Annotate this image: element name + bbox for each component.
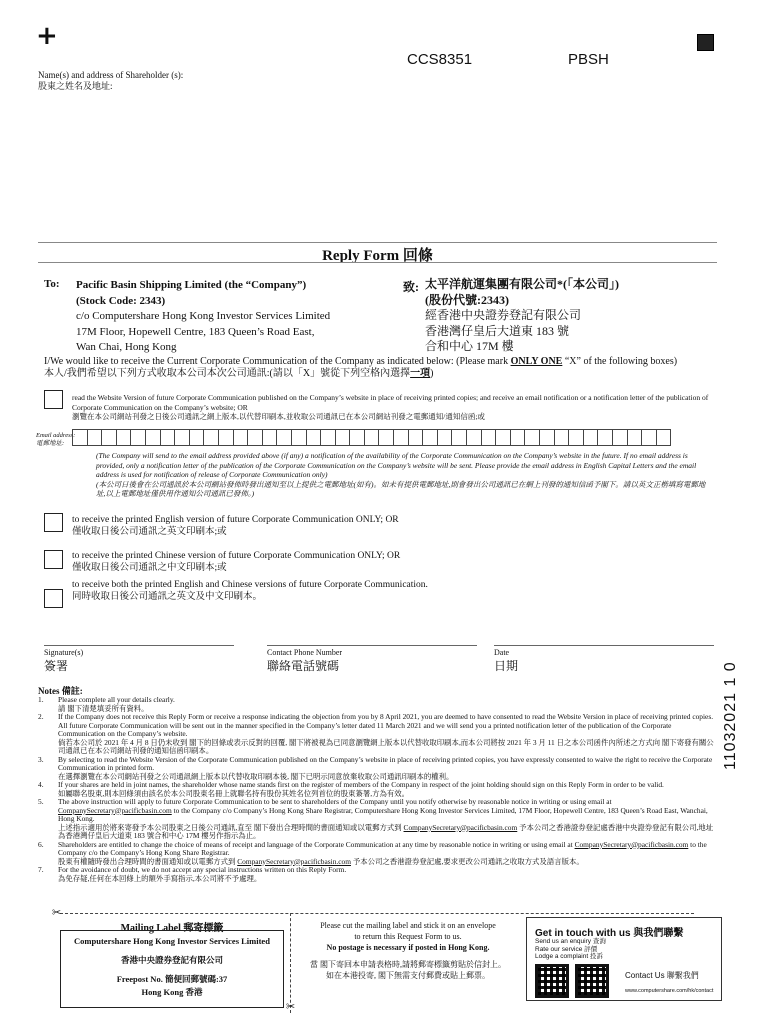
- note-number: 3.: [38, 754, 44, 764]
- note-text: 予本公司之香港證券登記處,要求更改公司通訊之收取方式及語言版本。: [350, 856, 584, 866]
- instruction-cn-text: 本人/我們希望以下列方式收取本公司本次公司通訊:(請以「X」號從下列空格內選擇: [44, 368, 411, 379]
- note-number: 5.: [38, 797, 44, 806]
- form-code: CCS8351: [407, 51, 473, 68]
- signature-label-cn: 簽署: [44, 659, 69, 673]
- email-link[interactable]: CompanySecretary@pacificbasin.com: [403, 822, 518, 832]
- note-cn: 在選擇瀏覽在本公司網站刊發之公司通訊網上版本以代替收取印刷本後, 閣下已明示同意放棄收取公司通訊印刷本的權利。: [58, 771, 454, 781]
- note-text: 上述指示適用於將來寄發予本公司股東之日後公司通訊,直至 閣下發出合理時間的書面通知或以電郵方式到: [58, 822, 404, 832]
- rate-service-link[interactable]: Rate our service 評價: [535, 945, 598, 953]
- email-char-box[interactable]: [481, 429, 497, 446]
- website-version-checkbox[interactable]: [44, 390, 63, 409]
- website-option: [72, 393, 712, 422]
- note-en: [58, 798, 718, 824]
- note-cn: 請 閣下清楚填妥所有資料。: [58, 703, 149, 713]
- contact-box: [526, 917, 722, 1001]
- chinese-option: [72, 550, 400, 574]
- title-rule-bottom: [38, 262, 717, 263]
- mailing-line-2: 香港中央證券登記有限公司: [120, 955, 223, 965]
- notes-list: [38, 696, 718, 883]
- scissors-icon: ✂: [52, 906, 62, 919]
- contact-links: [535, 938, 606, 961]
- shareholder-label: [38, 70, 183, 92]
- company-name: Pacific Basin Shipping Limited (the “Company”): [76, 279, 307, 291]
- stock-code-cn: (股份代號:2343): [425, 292, 509, 307]
- note-item: [38, 798, 718, 841]
- note-number: 7.: [38, 865, 44, 874]
- email-char-box[interactable]: [349, 429, 365, 446]
- email-char-box[interactable]: [539, 429, 555, 446]
- email-char-box[interactable]: [262, 429, 278, 446]
- address-line-1: 17M Floor, Hopewell Centre, 183 Queen’s Road East,: [76, 325, 315, 338]
- contact-title: Get in touch with us 與我們聯繫: [535, 928, 684, 939]
- address-line-2-cn: 合和中心 17M 樓: [425, 339, 514, 353]
- instruction-cn: [44, 368, 724, 380]
- instruction-en: [44, 356, 724, 368]
- registrar-name-cn: 經香港中央證券登記有限公司: [425, 308, 582, 322]
- note-item: [38, 841, 718, 867]
- email-char-box[interactable]: [364, 429, 380, 446]
- note-item: [38, 756, 718, 782]
- email-char-box[interactable]: [554, 429, 570, 446]
- cut-line-horizontal: [60, 913, 694, 914]
- email-char-box[interactable]: [247, 429, 263, 446]
- email-char-box[interactable]: [233, 429, 249, 446]
- note-number: 4.: [38, 780, 44, 789]
- mailing-label: [60, 930, 284, 1008]
- email-char-box[interactable]: [101, 429, 117, 446]
- instruction-cn-tail: ): [430, 368, 434, 379]
- email-char-box[interactable]: [320, 429, 336, 446]
- note-item: [38, 713, 718, 756]
- complaint-link[interactable]: Lodge a complaint 投訴: [535, 953, 603, 960]
- mailing-line-3: Freepost No. 簡便回郵號碼:37: [116, 974, 228, 984]
- shareholder-label-en: Name(s) and address of Shareholder (s):: [38, 70, 184, 80]
- email-char-box[interactable]: [408, 429, 424, 446]
- note-cn: 如屬聯名股東,則本回條須由該名於本公司股東名冊上就聯名持有股份其姓名位列首位的股東簽署,方為有效。: [58, 788, 410, 798]
- cutout-en-3: No postage is necessary if posted in Hong Kong.: [326, 943, 490, 952]
- website-option-en: read the Website Version of future Corporate Communication published on the Company’s website in place of receiving printed copies; and receive an email notification or a notification letter of the publication of Corporate Communication on the Company’s website; OR: [72, 393, 709, 412]
- note-en: Please complete all your details clearly.: [58, 695, 175, 704]
- both-option-en: to receive both the printed English and Chinese versions of future Corporate Communication.: [72, 580, 428, 590]
- notes-heading: Notes 備註:: [38, 686, 83, 696]
- page-title: Reply Form 回條: [322, 248, 433, 264]
- instruction-en-text: I/We would like to receive the Current Corporate Communication of the Company as indicated below: (Please mark: [44, 356, 511, 367]
- date-label: [494, 648, 518, 674]
- phone-label-en: Contact Phone Number: [267, 648, 343, 657]
- stock-code: (Stock Code: 2343): [76, 294, 166, 307]
- registration-mark: +: [36, 21, 58, 51]
- instruction: [44, 356, 724, 380]
- note-cn: 倘若本公司於 2021 年 4 月 8 日仍未收到 閣下的回條或表示反對的回覆, 閣下將被視為已同意瀏覽網上版本以代替收取印刷本,而本公司將按 2021 年 3 月 11 日之本公司函件內所述之方式向 閣下寄發有關公司通訊已在本公司網站刊發的通知信函印刷本。: [58, 737, 714, 755]
- email-char-box[interactable]: [130, 429, 146, 446]
- email-char-box[interactable]: [656, 429, 672, 446]
- email-char-box[interactable]: [116, 429, 132, 446]
- note-en: For the avoidance of doubt, we do not accept any special instructions written on this Reply Form.: [58, 865, 347, 874]
- email-char-box[interactable]: [641, 429, 657, 446]
- email-char-box[interactable]: [174, 429, 190, 446]
- note-text: 股東有權隨時發出合理時間的書面通知或以電郵方式到: [58, 856, 238, 866]
- email-char-box[interactable]: [335, 429, 351, 446]
- both-versions-checkbox[interactable]: [44, 589, 63, 608]
- cutout-cn-2: 如在本港投寄, 閣下無需支付郵費或貼上郵票。: [326, 971, 490, 980]
- mailing-label-title: Mailing Label 郵寄標籤: [120, 923, 224, 934]
- note-number: 6.: [38, 839, 44, 849]
- email-char-box[interactable]: [393, 429, 409, 446]
- company-code: PBSH: [568, 51, 609, 68]
- email-char-box[interactable]: [189, 429, 205, 446]
- address-line-1-cn: 香港灣仔皇后大道東 183 號: [425, 323, 570, 338]
- both-option-cn: 同時收取日後公司通訊之英文及中文印刷本。: [72, 592, 263, 602]
- note-text: to the Company c/o the Company’s Hong Kong Share Registrar.: [58, 839, 707, 857]
- contact-us-label: Contact Us 聯繫我們: [625, 971, 699, 980]
- email-char-box[interactable]: [203, 429, 219, 446]
- date-line[interactable]: [494, 645, 714, 646]
- cutout-instructions: [298, 920, 518, 981]
- registrar-name: c/o Computershare Hong Kong Investor Services Limited: [76, 310, 331, 322]
- registration-square-icon: [697, 34, 714, 51]
- note-cn: [58, 824, 718, 841]
- phone-label-cn: 聯絡電話號碼: [267, 659, 340, 673]
- cutout-en-2: to return this Request Form to us.: [354, 932, 462, 941]
- email-char-box[interactable]: [524, 429, 540, 446]
- email-char-box[interactable]: [72, 429, 88, 446]
- note-en: By selecting to read the Website Version of the Corporate Communication published on the Company’s website in place of receiving printed copies, you have expressly consented to waive the right to receive the Corporate Communication in printed form.: [58, 754, 713, 772]
- qr-code-icon[interactable]: [535, 964, 569, 998]
- signature-line[interactable]: [44, 645, 234, 646]
- email-char-box[interactable]: [451, 429, 467, 446]
- qr-code-icon[interactable]: [575, 964, 609, 998]
- email-char-box[interactable]: [160, 429, 176, 446]
- email-link[interactable]: CompanySecretary@pacificbasin.com: [574, 839, 689, 849]
- english-option-cn: 僅收取日後公司通訊之英文印刷本;或: [72, 527, 227, 537]
- note-item: [38, 866, 718, 883]
- note-number: 1.: [38, 695, 44, 704]
- note-item: [38, 781, 718, 798]
- email-char-box[interactable]: [378, 429, 394, 446]
- note-text: 予本公司之香港證券登記處香港中央證券登記有限公司,地址為香港灣仔皇后大道東 183 號合和中心 17M 樓另作指示為止。: [58, 822, 714, 840]
- email-char-box[interactable]: [495, 429, 511, 446]
- email-char-box[interactable]: [87, 429, 103, 446]
- note-text: to the Company c/o Company’s Hong Kong Share Registrar, Computershare Hong Kong Investor Services Limited, 17M Floor, Hopewell Centre, 183 Queen’s Road East, Wanchai, Hong Kong.: [58, 805, 708, 823]
- website-option-cn: 瀏覽在本公司網站刊發之日後公司通訊之網上版本,以代替印刷本,並收取公司通訊已在本公司網站刊發之電郵通知/通知信函;或: [72, 412, 485, 421]
- chinese-version-checkbox[interactable]: [44, 550, 63, 569]
- chinese-option-cn: 僅收取日後公司通訊之中文印刷本;或: [72, 563, 227, 573]
- to-label: To:: [44, 278, 60, 290]
- contact-url[interactable]: www.computershare.com/hk/contact: [625, 988, 714, 994]
- only-one-emphasis: ONLY ONE: [510, 356, 563, 367]
- email-label-cn: 電郵地址:: [36, 440, 65, 447]
- one-item-emphasis: 一項: [410, 368, 431, 379]
- email-link[interactable]: CompanySecretary@pacificbasin.com: [58, 805, 172, 815]
- enquiry-link[interactable]: Send us an enquiry 查詢: [535, 938, 606, 945]
- email-char-box[interactable]: [597, 429, 613, 446]
- note-text: Shareholders are entitled to change the choice of means of receipt and language of the Corporate Communication at any time by reasonable notice in writing or using email at: [58, 839, 575, 849]
- chinese-option-en: to receive the printed Chinese version of future Corporate Communication ONLY; OR: [72, 551, 401, 561]
- note-en: [58, 841, 718, 858]
- phone-label: [267, 648, 342, 674]
- both-option: [72, 579, 428, 603]
- email-label: [36, 432, 75, 448]
- note-en: If the Company does not receive this Reply Form or receive a response indicating the objection from you by 8 April 2021, you are deemed to have consented to read the Website Version in place of receiving printed copies. All future Corporate Communication will be sent out in the manner specified in the Company’s letter dated 11 March 2021 and we will send you a printed notification letter of the publication of the Corporate Communication on the Company’s website.: [58, 712, 714, 738]
- company-name-cn: 太平洋航運集團有限公司*(「本公司」): [425, 277, 619, 291]
- email-label-en: Email address:: [36, 432, 76, 439]
- cutout-cn-1: 當 閣下寄回本申請表格時,請將郵寄標籤剪貼於信封上。: [310, 960, 506, 969]
- english-option-en: to receive the printed English version of future Corporate Communication ONLY; OR: [72, 515, 399, 525]
- email-char-box[interactable]: [568, 429, 584, 446]
- note-cn: 為免存疑,任何在本回條上的額外手寫指示,本公司將不予處理。: [58, 873, 262, 883]
- side-barcode-number: 11032021 1 0: [722, 661, 739, 770]
- address-line-2: Wan Chai, Hong Kong: [76, 341, 177, 353]
- email-char-box[interactable]: [276, 429, 292, 446]
- scissors-icon: ✂: [286, 1000, 296, 1013]
- instruction-en-tail: “X” of the following boxes): [562, 356, 678, 367]
- phone-line[interactable]: [267, 645, 477, 646]
- cut-line-vertical: [290, 913, 291, 1013]
- email-char-box[interactable]: [437, 429, 453, 446]
- email-link[interactable]: CompanySecretary@pacificbasin.com: [237, 856, 351, 866]
- email-char-box[interactable]: [218, 429, 234, 446]
- email-char-box[interactable]: [291, 429, 307, 446]
- english-option: [72, 514, 399, 538]
- signature-label-en: Signature(s): [44, 648, 84, 657]
- to-label-cn: 致:: [403, 280, 419, 294]
- email-address-field[interactable]: [72, 429, 670, 446]
- shareholder-label-cn: 股東之姓名及地址:: [38, 81, 113, 91]
- note-en: If your shares are held in joint names, the shareholder whose name stands first on the register of members of the Company in respect of the joint holding should sign on this Reply Form in order to be valid.: [58, 780, 664, 789]
- email-char-box[interactable]: [422, 429, 438, 446]
- english-version-checkbox[interactable]: [44, 513, 63, 532]
- email-note-en: (The Company will send to the email address provided above (if any) a notification of the availability of the Corporate Communication on the Company’s website in the future. If no email address is provided, only a notification letter of the publication of the Corporate Communication on the Company’s website will be sent. Please provide the email address in English Capital Letters and the email address is used for notification of release of Corporate Communication only): [96, 451, 697, 479]
- email-char-box[interactable]: [306, 429, 322, 446]
- addressee-cn: [425, 277, 619, 355]
- email-char-box[interactable]: [466, 429, 482, 446]
- note-text: The above instruction will apply to future Corporate Communication to be sent to shareholders of the Company until you notify otherwise by reasonable notice in writing or using email at: [58, 797, 612, 806]
- note-number: 2.: [38, 712, 44, 721]
- date-label-en: Date: [494, 648, 510, 657]
- addressee-en: [76, 278, 330, 356]
- email-note-cn: (本公司日後會在公司通訊於本公司網站發佈時發出通知至以上提供之電郵地址(如有)。如未有提供電郵地址,則會發出公司通訊已在網上刊發的通知信函予閣下。請以英文正楷填寫電郵地址,以上電郵地址僅供用作通知公司通訊已發佈。): [96, 479, 706, 498]
- email-char-box[interactable]: [145, 429, 161, 446]
- mailing-line-1: Computershare Hong Kong Investor Services Limited: [74, 936, 270, 946]
- title-rule-top: [38, 242, 717, 243]
- email-char-box[interactable]: [612, 429, 628, 446]
- note-item: [38, 696, 718, 713]
- date-label-cn: 日期: [494, 659, 519, 673]
- email-char-box[interactable]: [627, 429, 643, 446]
- cutout-en-1: Please cut the mailing label and stick it on an envelope: [320, 921, 496, 930]
- signature-label: [44, 648, 83, 674]
- email-char-box[interactable]: [583, 429, 599, 446]
- mailing-line-4: Hong Kong 香港: [141, 987, 203, 997]
- email-note: [96, 451, 710, 499]
- email-char-box[interactable]: [510, 429, 526, 446]
